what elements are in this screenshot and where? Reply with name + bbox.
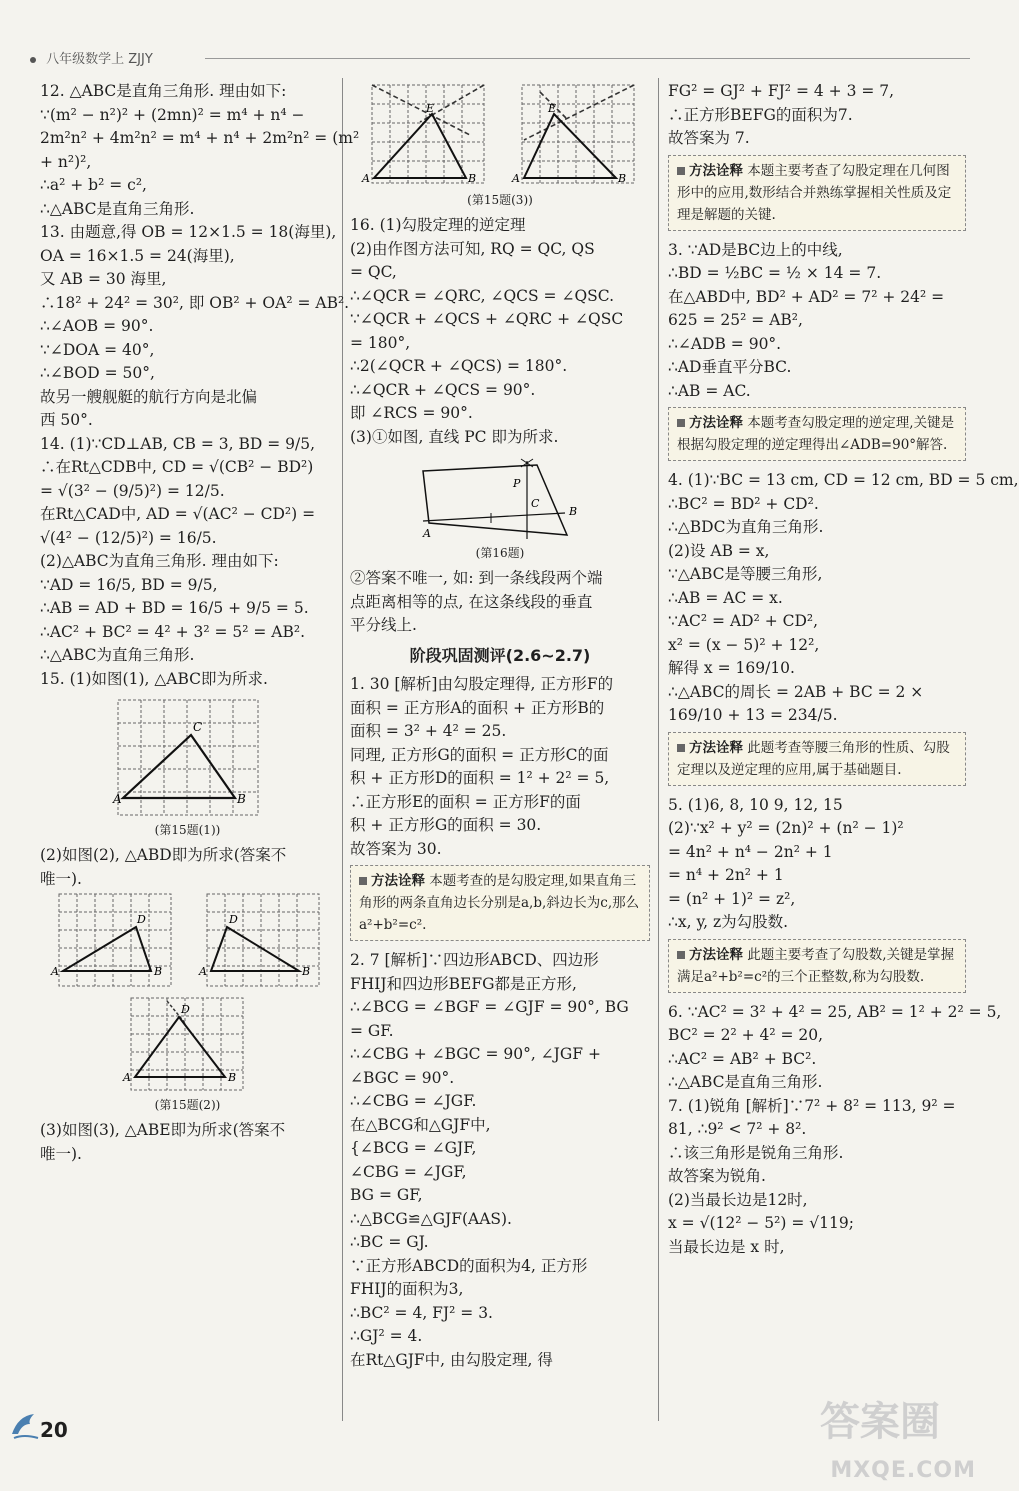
method-note-text: 此题考查等腰三角形的性质、勾股定理以及逆定理的应用,属于基础题目. (677, 739, 950, 778)
text-line: ∴∠CBG = ∠JGF. (350, 1092, 477, 1110)
text-line: 15. (1)如图(1), △ABC即为所求. (40, 669, 268, 688)
text-line: {∠BCG = ∠GJF, (350, 1139, 477, 1157)
page-number: 20 (40, 1418, 68, 1442)
text-line: ∴△ABC为直角三角形. (40, 646, 195, 664)
label-e: E (426, 102, 435, 115)
label-c: C (192, 720, 202, 734)
text-line: ∴∠BOD = 50°, (40, 364, 155, 382)
text-line: FG² = GJ² + FJ² = 4 + 3 = 7, (668, 82, 895, 100)
text-line: 169/10 + 13 = 234/5. (668, 706, 838, 724)
label-a: A (112, 792, 122, 806)
text-line: 故答案为 30. (350, 839, 442, 858)
method-note-tag: 方法诠释 (677, 740, 743, 756)
text-line: ∴△BDC为直角三角形. (668, 518, 824, 536)
header-rule (205, 58, 970, 59)
column-1 (40, 80, 360, 1166)
figure-15-3-row (350, 80, 650, 190)
text-line: 3. ∵AD是BC边上的中线, (668, 240, 843, 259)
column-divider (658, 78, 659, 1421)
text-line: ∵(m² − n²)² + (2mn)² = m⁴ + n⁴ − (40, 105, 305, 124)
text-line: 在△BCG和△GJF中, (350, 1115, 491, 1134)
label-p: P (513, 477, 521, 490)
text-line: 积 + 正方形D的面积 = 1² + 2² = 5, (350, 769, 610, 787)
answer-block (350, 949, 650, 1372)
watermark-logo: 答案圈 (820, 1398, 940, 1445)
text-line: ∵AC² = AD² + CD², (668, 612, 819, 630)
answer-block (350, 673, 650, 861)
label-b: B (227, 1071, 236, 1084)
text-line: ∠CBG = ∠JGF, (350, 1162, 467, 1181)
label-e: E (548, 102, 557, 115)
triangle-abc (123, 735, 235, 798)
bullet-icon (30, 57, 36, 63)
text-line: ∴BD = ½BC = ½ × 14 = 7. (668, 264, 882, 282)
text-line: ∴AB = AC. (668, 381, 751, 400)
text-line: (2)设 AB = x, (668, 541, 770, 560)
header-title: 八年级数学上 ZJJY (46, 52, 153, 67)
figure-caption: (第15题(2)) (154, 1098, 221, 1112)
text-line: 13. 由题意,得 OB = 12×1.5 = 18(海里), (40, 223, 337, 241)
label-b: B (154, 965, 163, 978)
text-line: x² = (x − 5)² + 12², (668, 635, 820, 654)
answer-block (668, 794, 966, 935)
text-line: 当最长边是 x 时, (668, 1237, 785, 1256)
text-line: FHIJ和四边形BEFG都是正方形, (350, 974, 577, 993)
method-note (668, 939, 966, 993)
label-b: B (236, 792, 246, 806)
text-line: = √(3² − (9/5)²) = 12/5. (40, 481, 225, 500)
answer-block (350, 567, 650, 638)
method-note (668, 732, 966, 786)
text-line: = (n² + 1)² = z², (668, 889, 796, 908)
text-line: 故答案为锐角. (668, 1167, 766, 1185)
answer-block (40, 80, 360, 691)
text-line: ∵AD = 16/5, BD = 9/5, (40, 575, 218, 594)
label-c: C (531, 497, 540, 510)
text-line: ∴AB = AC = x. (668, 588, 783, 607)
text-line: = GF. (350, 1021, 394, 1040)
quadrilateral (423, 465, 567, 535)
text-line: ∴∠AOB = 90°. (40, 317, 154, 335)
text-line: (2)△ABC为直角三角形. 理由如下: (40, 552, 279, 570)
text-line: ∴△ABC是直角三角形. (668, 1073, 823, 1091)
text-line: ∴AC² = AB² + BC². (668, 1049, 817, 1068)
text-line: 又 AB = 30 海里, (40, 270, 167, 288)
text-line: (2)∵x² + y² = (2n)² + (n² − 1)² (668, 819, 904, 837)
label-a: A (362, 172, 370, 185)
method-note-text: 本题主要考查了勾股定理在几何图形中的应用,数形结合并熟练掌握相关性质及定理是解题的关键. (677, 162, 952, 223)
label-a: A (122, 1071, 131, 1084)
text-line: = 4n² + n⁴ − 2n² + 1 (668, 842, 833, 861)
method-note-text: 此题主要考查了勾股数,关键是掌握满足a²+b²=c²的三个正整数,称为勾股数. (677, 946, 955, 985)
column-3 (668, 80, 1019, 1259)
text-line: ∵∠QCR + ∠QCS + ∠QRC + ∠QSC (350, 310, 624, 328)
page-header (30, 48, 970, 70)
column-2 (350, 80, 650, 1372)
label-b: B (468, 172, 477, 185)
answer-block (40, 1119, 335, 1166)
text-line: BG = GF, (350, 1186, 423, 1204)
text-line: 即 ∠RCS = 90°. (350, 404, 473, 422)
figure-15-2-row (40, 891, 335, 991)
text-line: 西 50°. (40, 411, 93, 429)
text-line: ∴BC² = BD² + CD². (668, 494, 819, 513)
answer-block (668, 1001, 1002, 1260)
text-line: 解得 x = 169/10. (668, 659, 795, 677)
answer-block (668, 80, 966, 151)
method-note-text: 本题考查勾股定理的逆定理,关键是根据勾股定理的逆定理得出∠ADB=90°解答. (677, 415, 955, 453)
text-line: ∴BC = GJ. (350, 1233, 429, 1251)
method-note (668, 407, 966, 461)
answer-block (40, 844, 335, 891)
text-line: FHIJ的面积为3, (350, 1280, 464, 1298)
text-line: 故另一艘舰艇的航行方向是北偏 (40, 387, 258, 406)
text-line: 唯一). (40, 1144, 82, 1163)
text-line: OA = 16×1.5 = 24(海里), (40, 246, 235, 265)
text-line: ∴∠QCR = ∠QRC, ∠QCS = ∠QSC. (350, 286, 615, 305)
text-line: 故答案为 7. (668, 129, 750, 147)
text-line: 面积 = 3² + 4² = 25. (350, 722, 507, 740)
figure-15-2c (123, 995, 253, 1095)
label-b: B (569, 505, 578, 518)
text-line: ∴∠CBG + ∠BGC = 90°, ∠JGF + (350, 1045, 601, 1063)
text-line: 平分线上. (350, 616, 417, 634)
text-line: ②答案不唯一, 如: 到一条线段两个端 (350, 569, 603, 587)
label-d: D (180, 1003, 190, 1016)
text-line: ∵∠DOA = 40°, (40, 340, 155, 359)
answer-block (350, 214, 650, 449)
text-line: x = √(12² − 5²) = √119; (668, 1214, 854, 1232)
label-d: D (137, 913, 147, 926)
figure-15-2b (199, 891, 324, 991)
figure-15-2a (51, 891, 176, 991)
method-note (350, 865, 650, 941)
label-b: B (618, 172, 627, 185)
text-line: (3)如图(3), △ABE即为所求(答案不 (40, 1121, 286, 1139)
triangle-abe (374, 114, 466, 178)
text-line: 16. (1)勾股定理的逆定理 (350, 216, 526, 234)
text-line: 2. 7 [解析]∵四边形ABCD、四边形 (350, 951, 599, 969)
text-line: = n⁴ + 2n² + 1 (668, 866, 784, 884)
text-line: 12. △ABC是直角三角形. 理由如下: (40, 82, 287, 100)
text-line: ∴18² + 24² = 30², 即 OB² + OA² = AB². (40, 293, 350, 312)
text-line: ∴∠QCR + ∠QCS = 90°. (350, 380, 536, 399)
text-line: (2)当最长边是12时, (668, 1190, 808, 1209)
triangle-abe (524, 114, 616, 178)
method-note (668, 155, 966, 231)
label-a: A (512, 172, 520, 185)
text-line: (2)由作图方法可知, RQ = QC, QS (350, 239, 595, 258)
answer-block (668, 469, 1019, 728)
method-note-tag: 方法诠释 (677, 415, 743, 431)
method-note-text: 本题考查的是勾股定理,如果直角三角形的两条直角边长分别是a,b,斜边长为c,那么a²+b²=c². (359, 873, 640, 933)
text-line: √(4² − (12/5)²) = 16/5. (40, 528, 217, 547)
text-line: ∴在Rt△CDB中, CD = √(CB² − BD²) (40, 458, 314, 476)
text-line: 5. (1)6, 8, 10 9, 12, 15 (668, 795, 843, 814)
column-divider (342, 78, 343, 1421)
method-note-tag: 方法诠释 (677, 947, 743, 963)
figure-caption: (第15题(3)) (467, 193, 533, 207)
label-a: A (198, 965, 207, 978)
text-line: 唯一). (40, 869, 82, 888)
text-line: 4. (1)∵BC = 13 cm, CD = 12 cm, BD = 5 cm, (668, 471, 1019, 489)
label-d: D (228, 913, 238, 926)
text-line: ∴BC² = 4, FJ² = 3. (350, 1303, 493, 1322)
method-note-tag: 方法诠释 (359, 873, 425, 889)
text-line: (2)如图(2), △ABD即为所求(答案不 (40, 846, 287, 864)
figure-15-3a (360, 80, 490, 190)
text-line: ∴∠ADB = 90°. (668, 334, 782, 353)
text-line: 面积 = 正方形A的面积 + 正方形B的 (350, 698, 605, 717)
text-line: ∴AB = AD + BD = 16/5 + 9/5 = 5. (40, 599, 309, 617)
text-line: 在Rt△CAD中, AD = √(AC² − CD²) = (40, 505, 316, 523)
figure-caption: (第15题(1)) (154, 823, 221, 837)
text-line: BC² = 2² + 4² = 20, (668, 1026, 824, 1044)
text-line: ∵正方形ABCD的面积为4, 正方形 (350, 1256, 588, 1275)
text-line: 积 + 正方形G的面积 = 30. (350, 816, 542, 834)
text-line: ∴正方形E的面积 = 正方形F的面 (350, 792, 581, 811)
method-note-tag: 方法诠释 (677, 163, 743, 179)
triangle-abd (63, 927, 151, 971)
watermark: MXQE.COM (830, 1458, 976, 1483)
text-line: ∴a² + b² = c², (40, 176, 147, 194)
text-line: (3)①如图, 直线 PC 即为所求. (350, 427, 559, 446)
figure-15-1 (113, 695, 263, 820)
text-line: ∴2(∠QCR + ∠QCS) = 180°. (350, 357, 568, 375)
figure-caption: (第16题) (475, 546, 525, 560)
text-line: ∴该三角形是锐角三角形. (668, 1143, 844, 1162)
text-line: 625 = 25² = AB², (668, 311, 803, 329)
text-line: 6. ∵AC² = 3² + 4² = 25, AB² = 1² + 2² = 5, (668, 1002, 1002, 1021)
triangle-abd (211, 927, 299, 971)
section-title: 阶段巩固测评(2.6~2.7) (409, 645, 591, 665)
text-line: ∴∠BCG = ∠BGF = ∠GJF = 90°, BG (350, 998, 629, 1016)
figure-15-3b (510, 80, 640, 190)
text-line: 81, ∴9² < 7² + 8². (668, 1120, 807, 1138)
figure-16 (415, 453, 585, 543)
label-b: B (301, 965, 310, 978)
text-line: 1. 30 [解析]由勾股定理得, 正方形F的 (350, 675, 614, 693)
text-line: ∴△BCG≌△GJF(AAS). (350, 1209, 512, 1228)
text-line: 14. (1)∵CD⊥AB, CB = 3, BD = 9/5, (40, 434, 316, 453)
text-line: ∠BGC = 90°. (350, 1068, 455, 1087)
text-line: + n²)², (40, 152, 92, 171)
text-line: 在Rt△GJF中, 由勾股定理, 得 (350, 1350, 553, 1369)
text-line: ∴正方形BEFG的面积为7. (668, 105, 853, 124)
text-line: 2m²n² + 4m²n² = m⁴ + n⁴ + 2m²n² = (m² (40, 129, 360, 147)
text-line: ∴GJ² = 4. (350, 1327, 423, 1345)
text-line: = 180°, (350, 333, 411, 352)
text-line: = QC, (350, 263, 397, 281)
text-line: ∴AC² + BC² = 4² + 3² = 5² = AB². (40, 622, 306, 641)
text-line: 点距离相等的点, 在这条线段的垂直 (350, 592, 593, 611)
label-a: A (51, 965, 60, 978)
text-line: 在△ABD中, BD² + AD² = 7² + 24² = (668, 287, 945, 306)
text-line: ∴△ABC是直角三角形. (40, 199, 195, 218)
text-line: ∴△ABC的周长 = 2AB + BC = 2 × (668, 682, 924, 701)
label-a: A (423, 527, 431, 540)
text-line: ∴x, y, z为勾股数. (668, 913, 789, 931)
text-line: ∵△ABC是等腰三角形, (668, 565, 823, 583)
dolphin-logo-icon (8, 1408, 42, 1442)
text-line: 同理, 正方形G的面积 = 正方形C的面 (350, 745, 609, 764)
answer-block (668, 239, 966, 404)
text-line: ∴AD垂直平分BC. (668, 358, 792, 376)
text-line: 7. (1)锐角 [解析]∵7² + 8² = 113, 9² = (668, 1096, 956, 1115)
